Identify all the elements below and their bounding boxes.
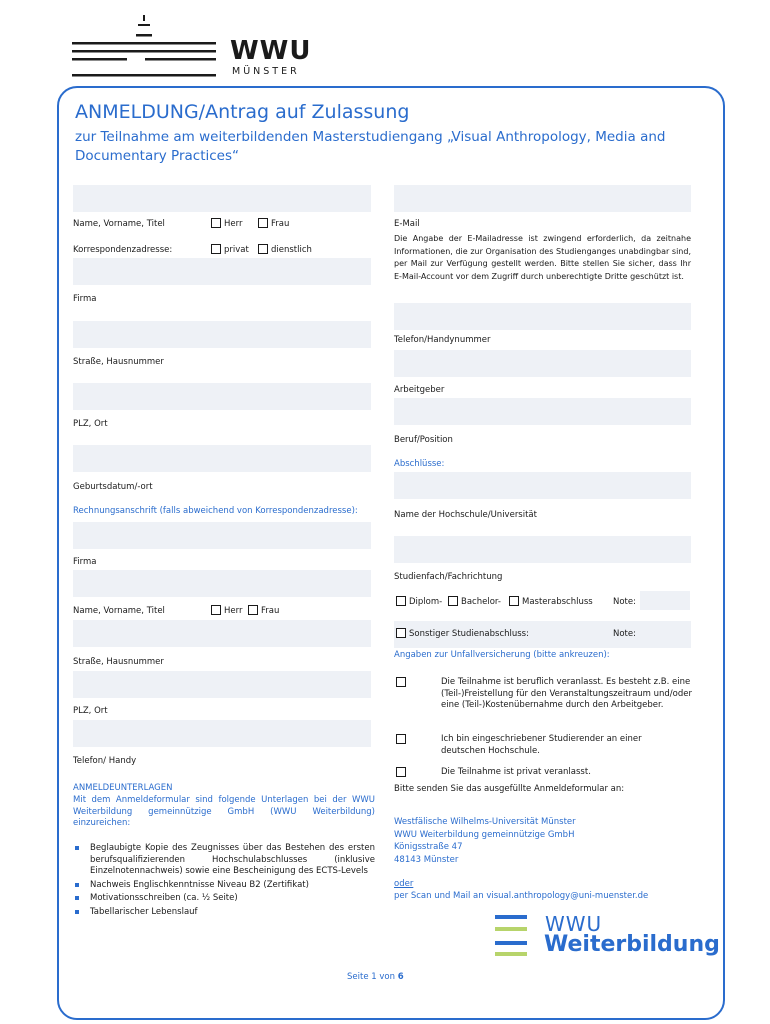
unterlagen-text: Mit dem Anmeldeformular sind folgende Unterlagen bei der WWU Weiterbildung gemeinnützige GmbH (WWU Weiterbildung) einzureichen: bbox=[73, 795, 375, 828]
sonstiger-checkbox[interactable] bbox=[396, 628, 529, 639]
checkbox-icon bbox=[448, 596, 458, 606]
arbeitgeber-label: Arbeitgeber bbox=[394, 385, 445, 395]
plz2-label: PLZ, Ort bbox=[73, 706, 108, 716]
note1-label: Note: bbox=[613, 597, 636, 607]
list-item bbox=[73, 880, 375, 892]
address-line: WWU Weiterbildung gemeinnützige GmbH bbox=[394, 829, 575, 840]
strasse2-input[interactable] bbox=[73, 620, 371, 647]
firma2-label: Firma bbox=[73, 557, 97, 567]
page-mid: von bbox=[379, 972, 396, 982]
unfall-option-beruflich-text: Die Teilnahme ist beruflich veranlasst. Es besteht z.B. eine (Teil-)Freistellung für den Veranstaltungszeitraum und/oder eine (Teil-)Kostenübernahme durch den Arbeitgeber. bbox=[441, 677, 692, 710]
rechnung-heading: Rechnungsanschrift (falls abweichend von Korrespondenzadresse): bbox=[73, 506, 358, 516]
firma-input[interactable] bbox=[73, 258, 371, 285]
page-prefix: Seite bbox=[347, 972, 369, 982]
address-line: Königsstraße 47 bbox=[394, 842, 463, 852]
weiterbildung-logo-line2: Weiterbildung bbox=[544, 932, 720, 957]
herr-checkbox[interactable] bbox=[211, 218, 242, 229]
checkbox-icon bbox=[248, 605, 258, 615]
master-label: Masterabschluss bbox=[522, 597, 593, 607]
list-item bbox=[73, 843, 375, 878]
page-total: 6 bbox=[397, 972, 404, 982]
note1-input[interactable] bbox=[640, 591, 690, 610]
checkbox-icon bbox=[258, 218, 268, 228]
email-label: E-Mail bbox=[394, 219, 420, 229]
hochschule-input[interactable] bbox=[394, 472, 691, 499]
herr2-label: Herr bbox=[224, 606, 243, 616]
frau2-label: Frau bbox=[261, 606, 280, 616]
name-label: Name, Vorname, Titel bbox=[73, 219, 165, 229]
name2-input[interactable] bbox=[73, 570, 371, 597]
firma2-input[interactable] bbox=[73, 522, 371, 549]
strasse-label: Straße, Hausnummer bbox=[73, 357, 164, 367]
telefon2-label: Telefon/ Handy bbox=[73, 756, 137, 766]
weiterbildung-logo-mark-icon bbox=[495, 915, 535, 957]
unfall-option-student[interactable] bbox=[396, 734, 696, 760]
abschluesse-heading: Abschlüsse: bbox=[394, 459, 445, 469]
frau-label: Frau bbox=[271, 219, 290, 229]
firma-label: Firma bbox=[73, 294, 97, 304]
checkbox-icon bbox=[509, 596, 519, 606]
bachelor-label: Bachelor- bbox=[461, 597, 501, 607]
checkbox-icon bbox=[258, 244, 268, 254]
list-item bbox=[73, 893, 375, 905]
strasse-input[interactable] bbox=[73, 321, 371, 348]
telefon-label: Telefon/Handynummer bbox=[394, 335, 491, 345]
beruf-label: Beruf/Position bbox=[394, 435, 453, 445]
diplom-label: Diplom- bbox=[409, 597, 443, 607]
wwu-logo-mark-icon bbox=[72, 12, 222, 82]
telefon-input[interactable] bbox=[394, 303, 691, 330]
checkbox-icon bbox=[211, 218, 221, 228]
page-current: 1 bbox=[371, 972, 377, 982]
wwu-logo-text: WWU bbox=[230, 36, 312, 66]
address-line: 48143 Münster bbox=[394, 854, 459, 865]
send-instruction: Bitte senden Sie das ausgefüllte Anmeldeformular an: bbox=[394, 784, 625, 794]
arbeitgeber-input[interactable] bbox=[394, 350, 691, 377]
list-item-text: Motivationsschreiben (ca. ½ Seite) bbox=[90, 893, 238, 903]
weiterbildung-logo-line1: WWU bbox=[545, 912, 603, 936]
scan-mail-link[interactable]: per Scan und Mail an visual.anthropology@uni-muenster.de bbox=[394, 891, 649, 901]
address-block bbox=[394, 816, 576, 866]
name2-label: Name, Vorname, Titel bbox=[73, 606, 165, 616]
master-checkbox[interactable] bbox=[509, 596, 593, 607]
checkbox-icon bbox=[396, 596, 406, 606]
unfall-option-privat[interactable] bbox=[396, 767, 696, 781]
address-line: Westfälische Wilhelms-Universität Münster bbox=[394, 817, 576, 827]
wwu-logo-subtext: MÜNSTER bbox=[232, 66, 300, 77]
email-note: Die Angabe der E-Mailadresse ist zwingend erforderlich, da zeitnahe Informationen, die zur Organisation des Studienganges unabdingbar sind, per Mail zur Verfügung gestellt werden. Bitte stellen Sie sicher, dass Ihr E-Mail-Account vor dem Zugriff durch unberechtigte Dritte geschützt ist. bbox=[394, 234, 691, 281]
bullet-icon bbox=[75, 896, 79, 900]
dienstlich-checkbox[interactable] bbox=[258, 244, 312, 255]
plz-label: PLZ, Ort bbox=[73, 419, 108, 429]
unfall-option-privat-text: Die Teilnahme ist privat veranlasst. bbox=[441, 767, 591, 777]
unfall-option-student-text: Ich bin eingeschriebener Studierender an einer deutschen Hochschule. bbox=[441, 734, 642, 756]
frau2-checkbox[interactable] bbox=[248, 605, 279, 616]
checkbox-icon bbox=[396, 628, 406, 638]
bullet-icon bbox=[75, 883, 79, 887]
bachelor-checkbox[interactable] bbox=[448, 596, 501, 607]
plz-input[interactable] bbox=[73, 383, 371, 410]
list-item-text: Nachweis Englischkenntnisse Niveau B2 (Zertifikat) bbox=[90, 879, 309, 890]
page-subtitle: zur Teilnahme am weiterbildenden Masterstudiengang „Visual Anthropology, Media and Documentary Practices“ bbox=[75, 129, 666, 164]
unfall-option-beruflich[interactable] bbox=[396, 677, 696, 727]
hochschule-label: Name der Hochschule/Universität bbox=[394, 510, 537, 520]
studienfach-input[interactable] bbox=[394, 536, 691, 563]
geburt-label: Geburtsdatum/-ort bbox=[73, 482, 153, 492]
note2-label: Note: bbox=[613, 629, 636, 639]
frau-checkbox[interactable] bbox=[258, 218, 289, 229]
unterlagen-heading: ANMELDEUNTERLAGEN bbox=[73, 783, 173, 793]
privat-checkbox[interactable] bbox=[211, 244, 249, 255]
list-item-text: Beglaubigte Kopie des Zeugnisses über das Bestehen des ersten berufsqualifizierenden Hochschulabschlusses (inklusive Einzelnotennachweis) sowie eine Bescheinigung des ECTS-Levels bbox=[90, 843, 375, 876]
diplom-checkbox[interactable] bbox=[396, 596, 442, 607]
checkbox-icon bbox=[211, 244, 221, 254]
studienfach-label: Studienfach/Fachrichtung bbox=[394, 572, 503, 582]
beruf-input[interactable] bbox=[394, 398, 691, 425]
page-number bbox=[347, 972, 404, 982]
herr2-checkbox[interactable] bbox=[211, 605, 242, 616]
email-input[interactable] bbox=[394, 185, 691, 212]
checkbox-icon bbox=[396, 767, 406, 777]
strasse2-label: Straße, Hausnummer bbox=[73, 657, 164, 667]
checkbox-icon bbox=[211, 605, 221, 615]
oder-link[interactable]: oder bbox=[394, 879, 414, 889]
privat-label: privat bbox=[224, 245, 249, 255]
checkbox-icon bbox=[396, 734, 406, 744]
telefon2-input[interactable] bbox=[73, 720, 371, 747]
bullet-icon bbox=[75, 910, 79, 914]
unterlagen-list bbox=[73, 843, 375, 920]
geburt-input[interactable] bbox=[73, 445, 371, 472]
dienstlich-label: dienstlich bbox=[271, 245, 312, 255]
plz2-input[interactable] bbox=[73, 671, 371, 698]
name-input[interactable] bbox=[73, 185, 371, 212]
checkbox-icon bbox=[396, 677, 406, 687]
korrespondenz-label: Korrespondenzadresse: bbox=[73, 245, 173, 255]
page-title: ANMELDUNG/Antrag auf Zulassung bbox=[75, 101, 410, 123]
bullet-icon bbox=[75, 846, 79, 850]
list-item-text: Tabellarischer Lebenslauf bbox=[90, 906, 198, 917]
sonstiger-label: Sonstiger Studienabschluss: bbox=[409, 629, 529, 639]
list-item bbox=[73, 907, 375, 919]
unfall-heading: Angaben zur Unfallversicherung (bitte ankreuzen): bbox=[394, 650, 610, 660]
herr-label: Herr bbox=[224, 219, 243, 229]
